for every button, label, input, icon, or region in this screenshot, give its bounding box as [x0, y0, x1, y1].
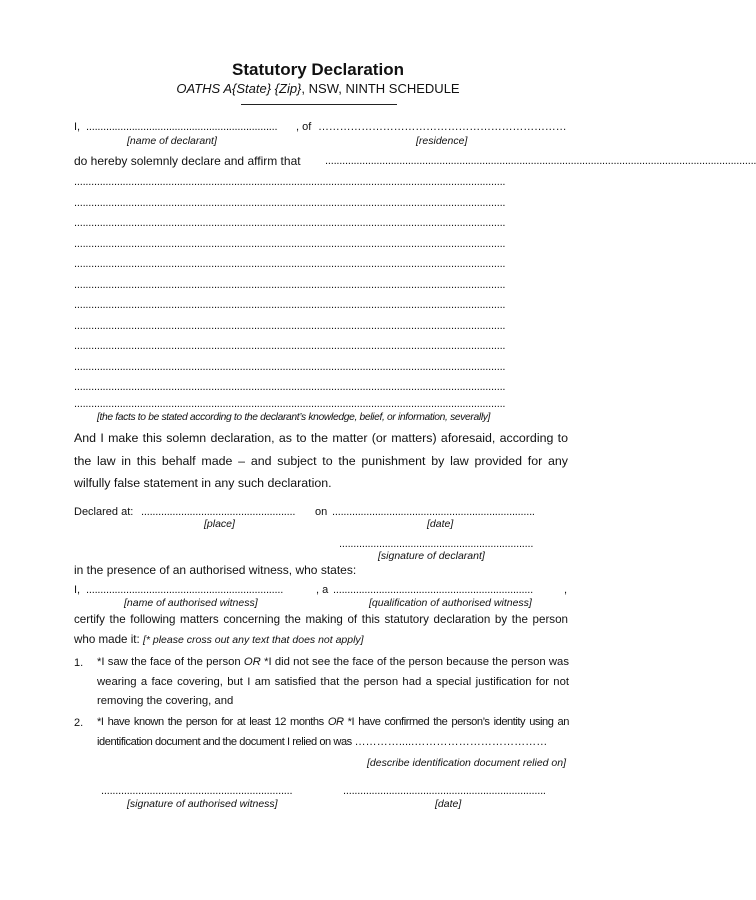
cross-out-note: [* please cross out any text that does not apply] — [142, 634, 364, 646]
declared-date-label: [date] — [427, 518, 454, 530]
facts-field-8[interactable]: ....................................................................................................................................................... — [74, 320, 506, 332]
certify-paragraph — [74, 610, 568, 650]
facts-field-3[interactable]: ....................................................................................................................................................... — [74, 217, 506, 229]
solemn-paragraph: And I make this solemn declaration, as to the matter (or matters) aforesaid, according to the law in this behalf made – and subject to the punishment by law provided for any wilfully false statement in any such declaration. — [74, 431, 568, 490]
item-2-text — [97, 713, 569, 752]
identification-document-field[interactable]: ………….....……………………………… — [354, 735, 548, 748]
declared-place-field[interactable]: ...................................................... — [141, 506, 296, 518]
item-1-a: *I saw the face of the person — [97, 656, 244, 668]
declarant-signature-label: [signature of declarant] — [378, 550, 485, 562]
item-2-a: *I have known the person for at least 12 months — [97, 716, 328, 728]
presence-text: in the presence of an authorised witness, who states: — [74, 563, 357, 577]
witness-name-label: [name of authorised witness] — [124, 597, 258, 609]
declarant-of: , of — [296, 121, 312, 133]
facts-field-10[interactable]: ....................................................................................................................................................... — [74, 361, 506, 373]
declare-text: do hereby solemnly declare and affirm that — [74, 154, 301, 168]
facts-field-2[interactable]: ....................................................................................................................................................... — [74, 197, 506, 209]
facts-field-1[interactable]: ....................................................................................................................................................... — [74, 176, 506, 188]
declarant-i: I, — [74, 121, 81, 133]
facts-field-6[interactable]: ....................................................................................................................................................... — [74, 279, 506, 291]
witness-i: I, — [74, 584, 81, 596]
item-1-b: *I did not see the face of the person because the person was wearing a face covering, but I am satisfied that the person had a special justification for not removing the covering, and — [97, 656, 569, 707]
item-2-or: OR — [327, 716, 344, 728]
witness-name-field[interactable]: ..................................................................... — [86, 584, 284, 596]
facts-field-4[interactable]: ....................................................................................................................................................... — [74, 238, 506, 250]
declared-on-label: on — [315, 506, 328, 518]
item-1-number: 1. — [74, 657, 84, 669]
facts-field-11[interactable]: ....................................................................................................................................................... — [74, 381, 506, 393]
declarant-residence-label: [residence] — [416, 135, 468, 147]
declared-date-field[interactable]: ....................................................................... — [332, 506, 535, 518]
declarant-residence-field[interactable]: …………………………………………………………… — [318, 121, 567, 133]
declared-at-label: Declared at: — [74, 506, 134, 518]
certify-text: certify the following matters concerning the making of this statutory declaration by the person who made it: — [74, 613, 568, 646]
page-subtitle — [0, 81, 636, 96]
identification-document-label: [describe identification document relied on] — [367, 757, 567, 769]
witness-a: , a — [316, 584, 329, 596]
witness-signature-label: [signature of authorised witness] — [127, 798, 278, 810]
item-1-text — [97, 653, 569, 712]
facts-field-9[interactable]: ....................................................................................................................................................... — [74, 340, 506, 352]
facts-label: [the facts to be stated according to the declarant’s knowledge, belief, or information, severally] — [97, 412, 491, 423]
witness-comma: , — [564, 584, 568, 596]
declarant-name-field[interactable]: ................................................................... — [86, 121, 278, 133]
item-1-or: OR — [243, 656, 261, 668]
declarant-name-label: [name of declarant] — [127, 135, 217, 147]
facts-field-7[interactable]: ....................................................................................................................................................... — [74, 299, 506, 311]
witness-date-field[interactable]: ....................................................................... — [343, 785, 546, 797]
facts-field-12[interactable]: ....................................................................................................................................................... — [74, 398, 506, 410]
witness-signature-field[interactable]: ................................................................... — [101, 785, 293, 797]
facts-field-5[interactable]: ....................................................................................................................................................... — [74, 258, 506, 270]
declarant-signature-field[interactable]: .................................................................... — [339, 538, 534, 550]
facts-field-0[interactable]: ....................................................................................................................................................... — [325, 155, 756, 167]
witness-date-label: [date] — [435, 798, 462, 810]
item-2-number: 2. — [74, 717, 84, 729]
title-underline — [241, 104, 397, 105]
item-2-b: *I have confirmed the person’s identity using an identification document and the document I relied on was — [97, 716, 569, 748]
witness-qualification-field[interactable]: ...................................................................... — [333, 584, 533, 596]
witness-qualification-label: [qualification of authorised witness] — [369, 597, 532, 609]
subtitle-rest: , NSW, NINTH SCHEDULE — [301, 81, 460, 96]
subtitle-italic: OATHS A{State} {Zip} — [176, 81, 302, 96]
declared-place-label: [place] — [204, 518, 235, 530]
page-title: Statutory Declaration — [232, 60, 404, 79]
